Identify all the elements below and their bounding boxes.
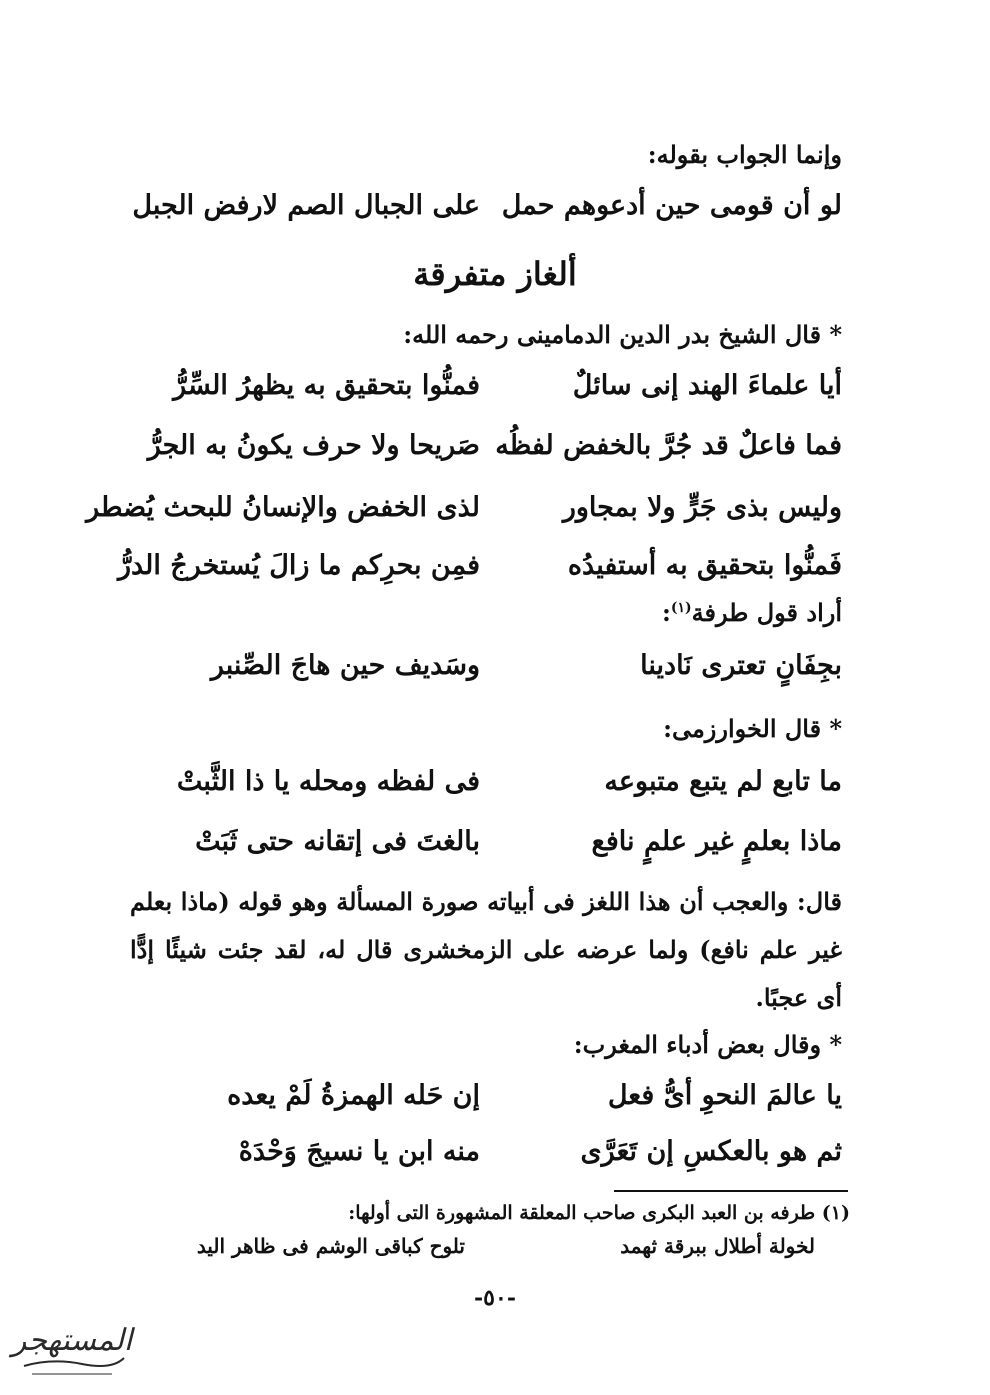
section-heading: ألغاز متفرقة: [413, 255, 577, 293]
intro-line: وإنما الجواب بقوله:: [647, 140, 842, 169]
verse-second-hemistich: منه ابن يا نسيجَ وَحْدَهْ: [238, 1136, 480, 1167]
verse-line: [130, 766, 842, 816]
watermark-text: المستهجر: [11, 1323, 133, 1358]
verse-line: [130, 430, 842, 480]
khwarizmi-intro: * قال الخوارزمى:: [663, 714, 842, 743]
verse-line: [130, 190, 842, 240]
footnote-verse-second: تلوح كباقى الوشم فى ظاهر اليد: [196, 1234, 465, 1258]
verse-second-hemistich: على الجبال الصم لارفض الجبل: [132, 190, 480, 221]
footnote-text: (١) طرفه بن العبد البكرى صاحب المعلقة المشهورة التى أولها:: [348, 1202, 850, 1224]
tarafa-intro: [662, 598, 842, 627]
maghrib-intro: * وقال بعض أدباء المغرب:: [573, 1030, 842, 1059]
watermark-flourish: [24, 1358, 124, 1366]
tarafa-intro-text: أراد قول طرفة: [691, 598, 842, 627]
verse-second-hemistich: إن حَله الهمزةُ لَمْ يعده: [227, 1080, 480, 1111]
damamini-intro: * قال الشيخ بدر الدين الدمامينى رحمه الله:: [403, 320, 842, 349]
verse-line: [130, 370, 842, 420]
verse-first-hemistich: وليس بذى جَرٍّ ولا بمجاور: [562, 492, 842, 523]
verse-first-hemistich: ما تابع لم يتبع متبوعه: [604, 766, 842, 797]
footnote-divider: [614, 1190, 848, 1192]
tarafa-intro-colon: :: [662, 598, 671, 627]
verse-second-hemistich: فمِن بحرِكم ما زالَ يُستخرجُ الدرُّ: [117, 550, 480, 581]
verse-second-hemistich: فمنُّوا بتحقيق به يظهرُ السِّرُّ: [173, 370, 480, 401]
verse-first-hemistich: فَمنُّوا بتحقيق به أستفيدُه: [567, 550, 842, 581]
verse-first-hemistich: ثم هو بالعكسِ إن تَعَرَّى: [580, 1136, 842, 1167]
khwarizmi-paragraph: قال: والعجب أن هذا اللغز فى أبياته صورة المسألة وهو قوله (ماذا بعلم غير علم نافع) ولما عرضه على الزمخشرى قال له، لقد جئت شيئًا إدًّا أى عجبًا.: [130, 887, 842, 1012]
verse-first-hemistich: فما فاعلٌ قد جُرَّ بالخفض لفظُه: [495, 430, 842, 461]
verse-first-hemistich: بجِفَانٍ تعترى نَادينا: [640, 650, 842, 681]
verse-line: [130, 1136, 842, 1186]
verse-first-hemistich: يا عالمَ النحوِ أىُّ فعل: [607, 1080, 842, 1111]
verse-line: [117, 550, 842, 600]
verse-second-hemistich: صَريحا ولا حرف يكونُ به الجرُّ: [147, 430, 480, 461]
footnote-verse: [175, 1234, 815, 1268]
footnote-marker: (١): [670, 600, 692, 616]
verse-second-hemistich: فى لفظه ومحله يا ذا الثَّبتْ: [176, 766, 480, 797]
verse-first-hemistich: أيا علماءَ الهند إنى سائلٌ: [572, 370, 842, 401]
verse-first-hemistich: لو أن قومى حين أدعوهم حمل: [501, 190, 842, 221]
verse-second-hemistich: وسَديف حين هاجَ الصِّنبر: [210, 650, 480, 681]
verse-second-hemistich: لذى الخفض والإنسانُ للبحث يُضطر: [86, 492, 480, 523]
verse-line: [86, 492, 842, 542]
verse-line: [130, 1080, 842, 1130]
footnote-verse-first: لخولة أطلال ببرقة ثهمد: [620, 1234, 815, 1258]
watermark-logo: [12, 1308, 132, 1388]
page-number: -٥٠-: [474, 1285, 516, 1311]
verse-line: [130, 650, 842, 700]
verse-first-hemistich: ماذا بعلمٍ غير علمٍ نافع: [591, 826, 842, 857]
verse-second-hemistich: بالغتَ فى إتقانه حتى ثَبَتْ: [195, 826, 480, 857]
verse-line: [130, 826, 842, 876]
